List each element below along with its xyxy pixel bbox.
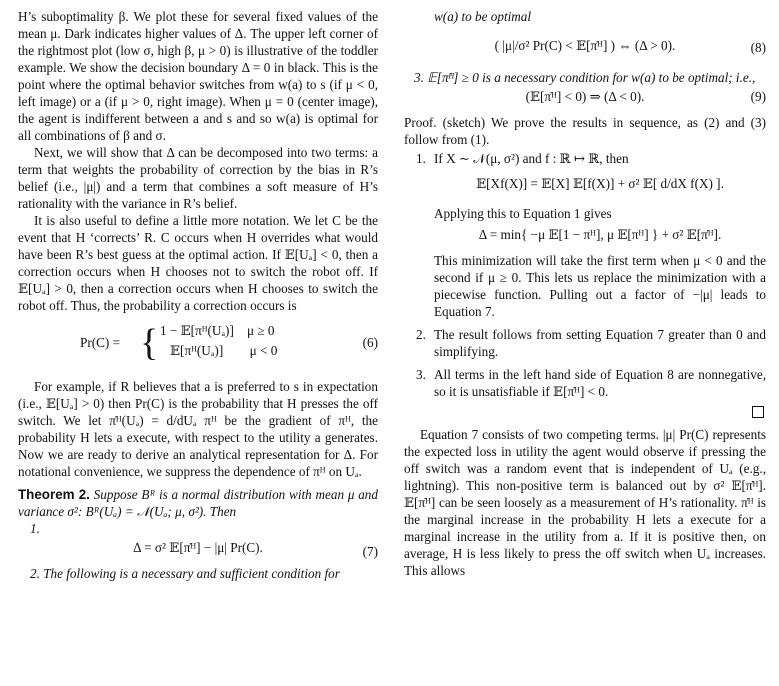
proof-step-1-number: 1. (416, 151, 426, 166)
equation-7-body: Δ = σ² 𝔼[π̇ᴴ] − |μ| Pr(C). (133, 540, 263, 555)
proof-step-1-text-b: Applying this to Equation 1 gives (434, 206, 612, 221)
theorem-2-item-1-marker: 1. (30, 521, 40, 536)
equation-9 (404, 88, 766, 110)
proof-step-3-number: 3. (416, 367, 426, 382)
equation-6-case-1: 1 − 𝔼[πᴴ(Uₐ)] μ ≥ 0 (160, 323, 275, 338)
equation-8-body: ( |μ|/σ² Pr(C) < 𝔼[π̇ᴴ] ) ⇔ (Δ > 0). (494, 38, 676, 53)
equation-6-lhs: Pr(C) = (80, 335, 121, 350)
equation-9-body: (𝔼[π̇ᴴ] < 0) ⇒ (Δ < 0). (525, 89, 645, 104)
equation-8-number: (8) (750, 40, 766, 55)
equation-delta-min (434, 226, 766, 252)
paragraph-figure-caption-continuation: H’s suboptimality β. We plot these for several fixed values of the mean μ. Dark indicates higher values of Δ. The upper left corner of the rightmost plot (low σ, high β, μ > 0) is illustrative of the toddler example. We show the decision boundary Δ = 0 in black. This is the point where the optimal behavior switches from w(a) to s (if μ < 0, left image) or a (if μ > 0, right image). When μ = 0 (center image), the agent is indifferent between a and s and so w(a) is optimal for all combinations of β and σ. (18, 9, 378, 143)
equation-8 (404, 29, 766, 69)
equation-stein-lemma-body: 𝔼[Xf(X)] = 𝔼[X] 𝔼[f(X)] + σ² 𝔼[ d/dX f(X) ]. (476, 176, 724, 191)
theorem-2-label: Theorem 2. (18, 487, 90, 502)
paragraph-gradient-definition: For example, if R believes that a is preferred to s in expectation (i.e., 𝔼[Uₐ] > 0) then Pr(C) is the probability that H presses the off switch. We let π̇ᴴ(Uₐ) = d/dUₐ πᴴ be the gradient of πᴴ, the probability H lets a execute, with respect to the utility a generates. Now we are ready to derive an analytical representation for Δ. For notational convenience, we suppress the dependence of πᴴ on Uₐ. (18, 379, 378, 479)
equation-6-brace: { (140, 322, 159, 364)
proof-step-3 (404, 366, 766, 400)
paragraph-correction-notation: It is also useful to define a little more notation. We let C be the event that H ‘corrects’ R. C occurs when H overrides what would have been R’s best guess at the optimal action. If 𝔼[Uₐ] < 0, then a correction occurs when H chooses not to switch the robot off. If 𝔼[Uₐ] > 0, then a correction occurs when H chooses to switch the robot off. Thus, the probability a correction occurs is (18, 213, 378, 313)
equation-9-number: (9) (750, 89, 766, 104)
theorem-2 (18, 486, 378, 520)
equation-delta-min-body: Δ = min{ −μ 𝔼[1 − πᴴ], μ 𝔼[πᴴ] } + σ² 𝔼[π̇ᴴ]. (478, 227, 722, 242)
equation-stein-lemma (434, 175, 766, 205)
proof-step-2 (404, 326, 766, 360)
theorem-2-item-2: 2. The following is a necessary and sufficient condition for (30, 566, 340, 581)
right-column (404, 8, 766, 579)
proof-step-1 (404, 150, 766, 320)
equation-6 (18, 320, 378, 372)
left-column (18, 8, 378, 582)
qed-box-icon (752, 406, 764, 418)
equation-7-number: (7) (362, 544, 378, 559)
equation-7 (18, 539, 378, 565)
theorem-2-item-3: 3. 𝔼[π̇ᴴ] ≥ 0 is a necessary condition for w(a) to be optimal; i.e., (414, 70, 756, 85)
equation-6-number: (6) (362, 335, 378, 350)
proof-end-row (404, 400, 766, 420)
proof-step-2-number: 2. (416, 327, 426, 342)
proof-intro: Proof. (sketch) We prove the results in sequence, as (2) and (3) follow from (1). (404, 115, 766, 147)
proof-step-3-text: All terms in the left hand side of Equation 8 are nonnegative, so it is unsatisfiable if 𝔼[π̇ᴴ] < 0. (434, 367, 766, 399)
paragraph-delta-decomposition: Next, we will show that Δ can be decomposed into two terms: a term that weights the probability of correction by the bias in R’s belief (i.e., |μ|) and a term that combines a soft measure of H’s rationality with the variance in R’s belief. (18, 145, 378, 211)
proof-step-1-text-a: If X ∼ 𝒩(μ, σ²) and f : ℝ ↦ ℝ, then (434, 151, 629, 166)
theorem-2-item-2-continuation: w(a) to be optimal (434, 9, 532, 24)
proof-step-2-text: The result follows from setting Equation 7 greater than 0 and simplifying. (434, 327, 766, 359)
equation-6-case-2: 𝔼[πᴴ(Uₐ)] μ < 0 (170, 343, 278, 358)
theorem-2-statement: Suppose Bᴿ is a normal distribution with mean μ and variance σ²: Bᴿ(Uₐ) = 𝒩(Uₐ; μ, σ²). Then (18, 487, 378, 519)
proof-step-1-text-c: This minimization will take the first term when μ < 0 and the second if μ ≥ 0. This lets us replace the minimization with a piecewise function. Pulling out a factor of −|μ| leads to Equation 7. (434, 253, 766, 319)
paragraph-equation-7-discussion: Equation 7 consists of two competing terms. |μ| Pr(C) represents the expected loss in utility the agent would observe if pressing the off switch was a random event that is independent of Uₐ (e.g., lightning). This non-positive term is balanced out by σ² 𝔼[π̇ᴴ]. 𝔼[π̇ᴴ] can be seen loosely as a measurement of H’s rationality. π̇ᴴ is the marginal increase in the probability H lets a execute for a marginal increase in the utility from a. If it is positive then, on average, H is less likely to press the off switch when Uₐ increases. This allows (404, 427, 766, 578)
